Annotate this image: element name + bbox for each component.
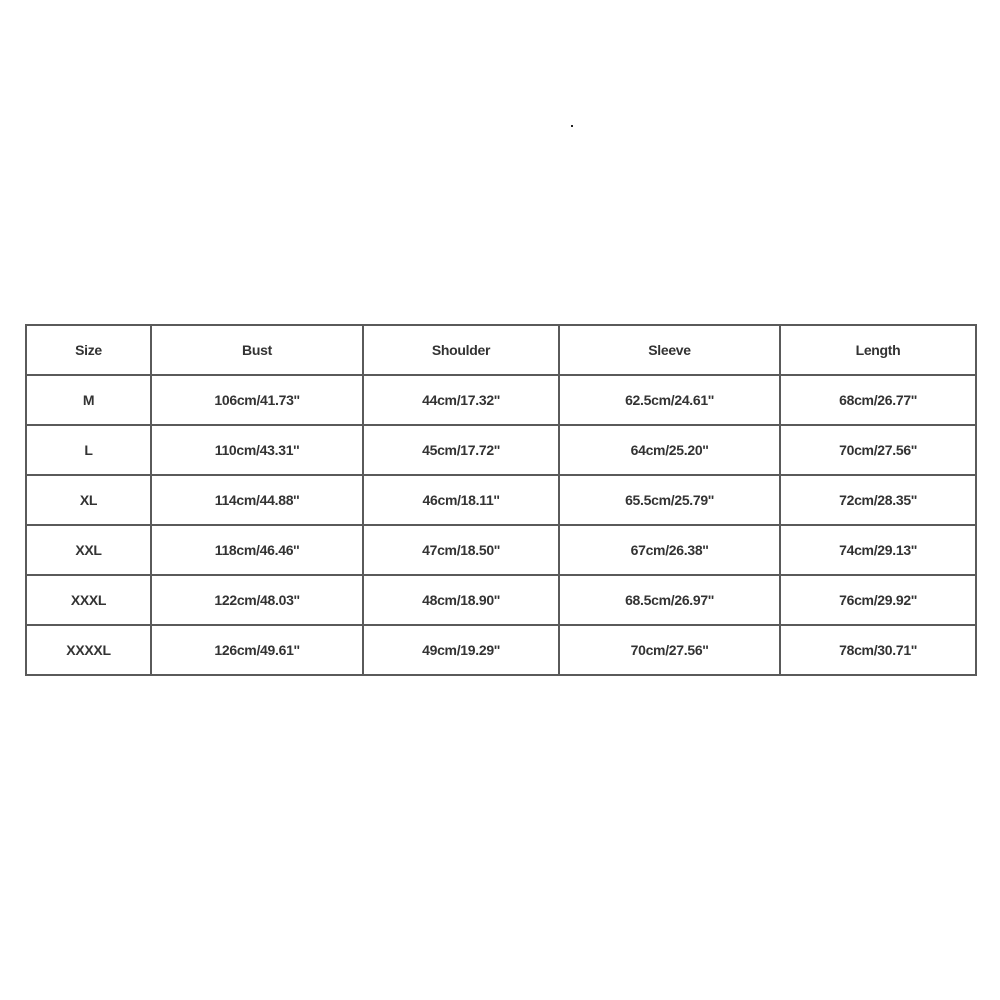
cell-bust: 106cm/41.73'' (151, 375, 363, 425)
cell-length: 74cm/29.13'' (780, 525, 976, 575)
cell-shoulder: 47cm/18.50'' (363, 525, 559, 575)
column-header-shoulder: Shoulder (363, 325, 559, 375)
cell-sleeve: 70cm/27.56'' (559, 625, 780, 675)
cell-shoulder: 49cm/19.29'' (363, 625, 559, 675)
cell-size: XXXXL (26, 625, 151, 675)
cell-size: XXL (26, 525, 151, 575)
cell-shoulder: 45cm/17.72'' (363, 425, 559, 475)
table-row (26, 375, 976, 425)
table-header-row (26, 325, 976, 375)
cell-bust: 126cm/49.61'' (151, 625, 363, 675)
cell-bust: 114cm/44.88'' (151, 475, 363, 525)
table-row (26, 425, 976, 475)
cell-bust: 110cm/43.31'' (151, 425, 363, 475)
cell-bust: 122cm/48.03'' (151, 575, 363, 625)
cell-shoulder: 46cm/18.11'' (363, 475, 559, 525)
table-row (26, 475, 976, 525)
cell-sleeve: 64cm/25.20'' (559, 425, 780, 475)
cell-sleeve: 65.5cm/25.79'' (559, 475, 780, 525)
column-header-sleeve: Sleeve (559, 325, 780, 375)
cell-length: 78cm/30.71'' (780, 625, 976, 675)
column-header-size: Size (26, 325, 151, 375)
size-chart-table (25, 324, 977, 676)
cell-length: 68cm/26.77'' (780, 375, 976, 425)
cell-size: L (26, 425, 151, 475)
cell-sleeve: 68.5cm/26.97'' (559, 575, 780, 625)
cell-sleeve: 67cm/26.38'' (559, 525, 780, 575)
cell-length: 72cm/28.35'' (780, 475, 976, 525)
cell-sleeve: 62.5cm/24.61'' (559, 375, 780, 425)
cell-size: XXXL (26, 575, 151, 625)
cell-size: XL (26, 475, 151, 525)
cell-length: 76cm/29.92'' (780, 575, 976, 625)
cell-shoulder: 48cm/18.90'' (363, 575, 559, 625)
cell-size: M (26, 375, 151, 425)
column-header-bust: Bust (151, 325, 363, 375)
cell-shoulder: 44cm/17.32'' (363, 375, 559, 425)
cell-bust: 118cm/46.46'' (151, 525, 363, 575)
column-header-length: Length (780, 325, 976, 375)
table-row (26, 525, 976, 575)
cell-length: 70cm/27.56'' (780, 425, 976, 475)
table-row (26, 625, 976, 675)
stray-dot (571, 125, 573, 127)
table-row (26, 575, 976, 625)
